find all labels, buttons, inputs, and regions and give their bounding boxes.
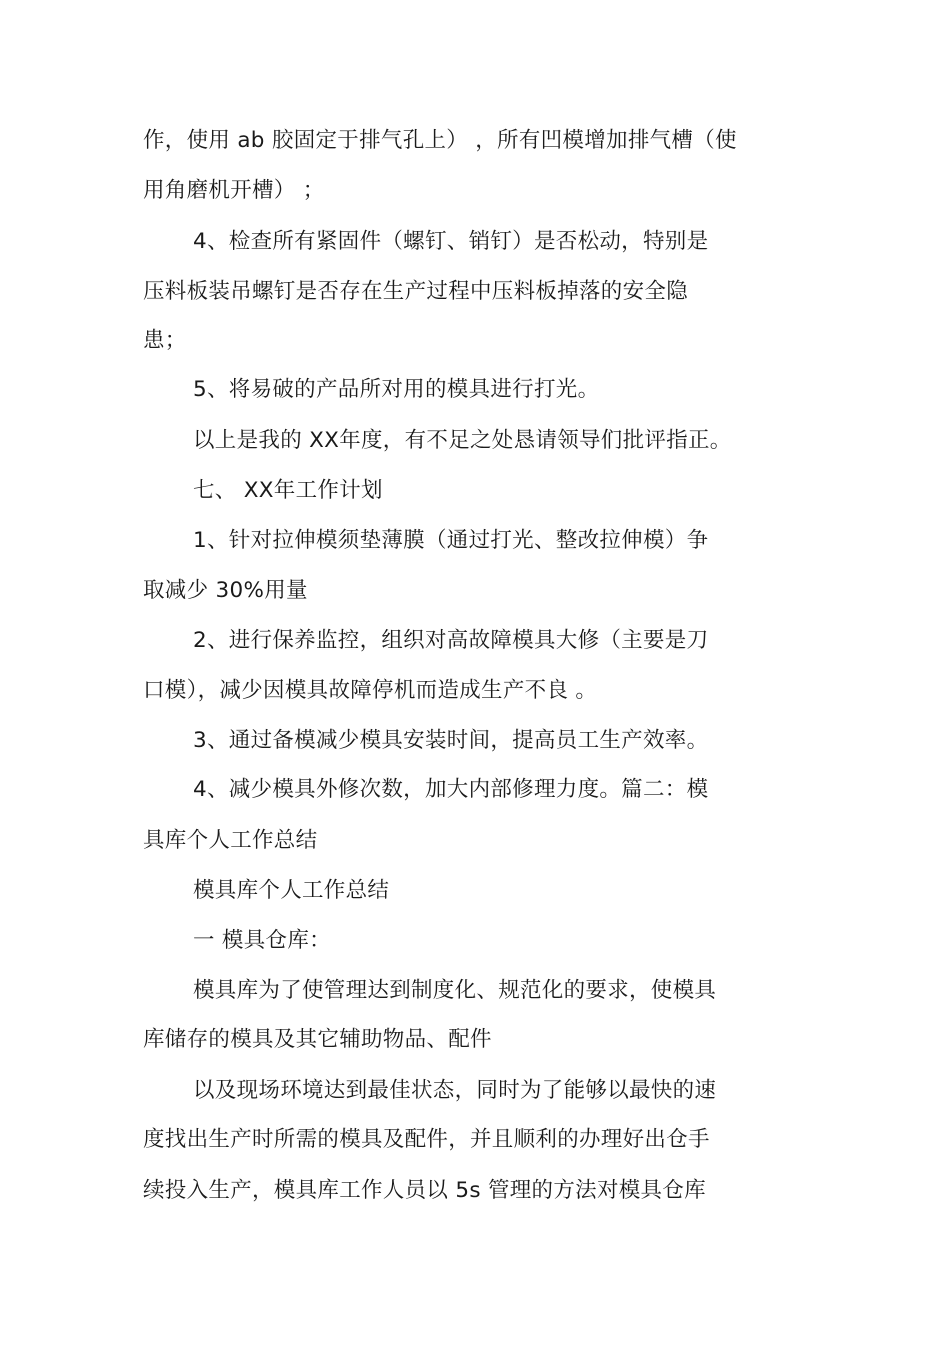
text-line: 2、进行保养监控，组织对高故障模具大修（主要是刀 <box>193 628 709 653</box>
text-line: 口模），减少因模具故障停机而造成生产不良 。 <box>143 678 598 703</box>
text-line: 5、将易破的产品所对用的模具进行打光。 <box>193 377 600 402</box>
text-line: 以及现场环境达到最佳状态，同时为了能够以最快的速 <box>193 1078 717 1103</box>
text-line: 作，使用 ab 胶固定于排气孔上） ，所有凹模增加排气槽（使 <box>143 128 737 153</box>
section-heading: 七、 XX年工作计划 <box>193 478 383 503</box>
text-line: 4、检查所有紧固件（螺钉、销钉）是否松动，特别是 <box>193 229 709 254</box>
text-line: 库储存的模具及其它辅助物品、配件 <box>143 1027 492 1052</box>
section-heading: 一 模具仓库： <box>193 928 331 953</box>
text-line: 以上是我的 XX年度，有不足之处恳请领导们批评指正。 <box>193 428 732 453</box>
text-line: 度找出生产时所需的模具及配件，并且顺利的办理好出仓手 <box>143 1127 710 1152</box>
text-line: 压料板装吊螺钉是否存在生产过程中压料板掉落的安全隐 <box>143 279 689 304</box>
document-subtitle: 模具库个人工作总结 <box>193 878 390 903</box>
text-line: 模具库为了使管理达到制度化、规范化的要求，使模具 <box>193 978 717 1003</box>
text-line: 4、减少模具外修次数，加大内部修理力度。篇二：模 <box>193 777 709 802</box>
text-line: 3、通过备模减少模具安装时间，提高员工生产效率。 <box>193 728 709 753</box>
text-line: 用角磨机开槽） ； <box>143 178 325 203</box>
text-line: 取减少 30%用量 <box>143 578 308 603</box>
text-line: 具库个人工作总结 <box>143 828 318 853</box>
text-line: 续投入生产，模具库工作人员以 5s 管理的方法对模具仓库 <box>143 1178 706 1203</box>
text-line: 患； <box>143 328 187 353</box>
text-line: 1、针对拉伸模须垫薄膜（通过打光、整改拉伸模）争 <box>193 528 709 553</box>
